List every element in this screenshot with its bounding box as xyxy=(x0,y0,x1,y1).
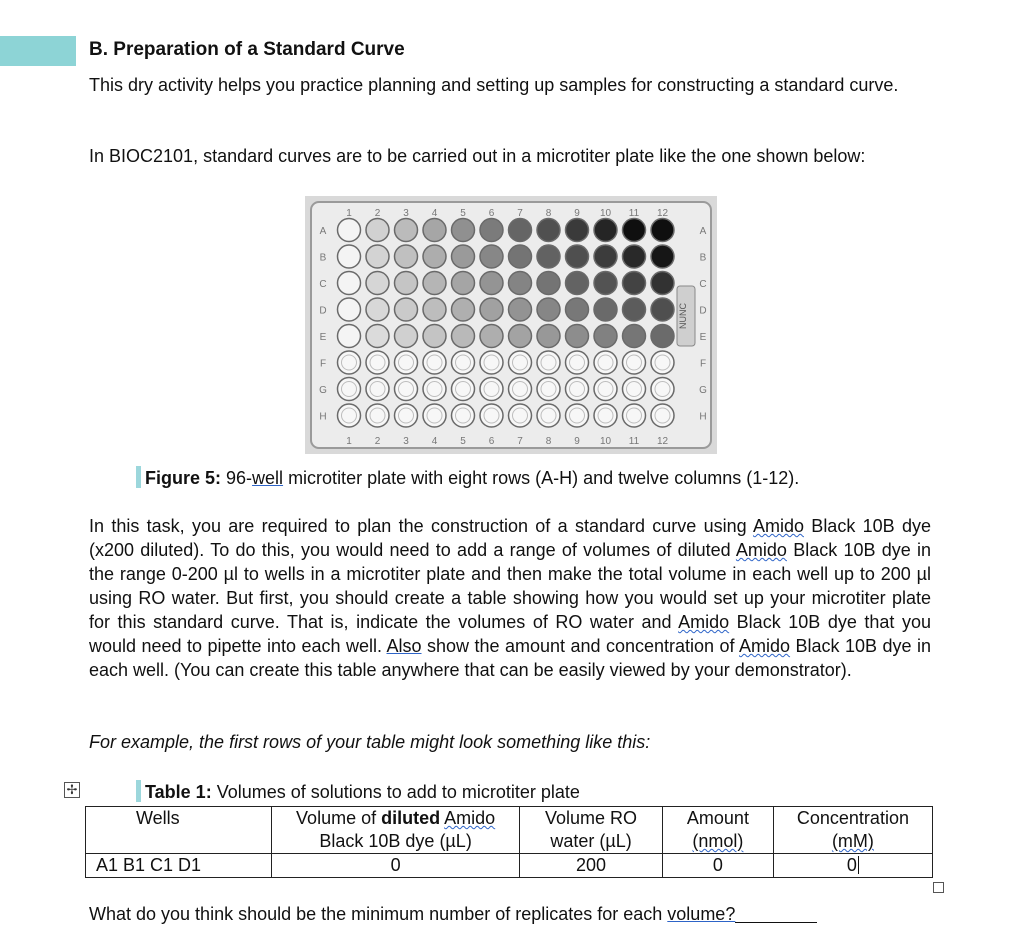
plate-well xyxy=(594,245,617,268)
task-text-4: Black 10B dye that you would need to pipette into each well. xyxy=(89,612,931,656)
column-label-top: 8 xyxy=(545,208,552,219)
plate-well xyxy=(623,272,646,295)
column-label-bottom: 12 xyxy=(656,436,669,447)
plate-well xyxy=(537,245,560,268)
plate-well xyxy=(623,325,646,348)
figure-caption-post: microtiter plate with eight rows (A-H) and twelve columns (1-12). xyxy=(283,468,800,488)
table-resize-handle[interactable] xyxy=(933,882,944,893)
row-label-left: E xyxy=(319,332,327,343)
figure-caption-well: well xyxy=(252,468,284,488)
column-label-bottom: 11 xyxy=(628,436,640,447)
plate-well xyxy=(509,404,532,427)
column-label-top: 12 xyxy=(656,208,669,219)
row-label-right: A xyxy=(699,226,707,237)
header-amount-2: (nmol) xyxy=(692,831,744,851)
column-label-bottom: 8 xyxy=(545,436,552,447)
table-caption xyxy=(136,780,580,803)
plate-well xyxy=(366,404,389,427)
column-label-top: 4 xyxy=(431,208,438,219)
plate-well xyxy=(338,272,361,295)
plate-well xyxy=(509,378,532,401)
column-label-top: 6 xyxy=(488,208,495,219)
plate-well xyxy=(509,325,532,348)
row-label-left: F xyxy=(319,358,327,370)
task-text-1: In this task, you are required to plan the construction of a standard curve using xyxy=(89,516,753,536)
plate-well xyxy=(566,245,589,268)
plate-well xyxy=(423,325,446,348)
plate-well xyxy=(566,272,589,295)
plate-well xyxy=(452,245,475,268)
plate-side-label: NUNC xyxy=(678,303,688,329)
plate-well xyxy=(651,298,674,321)
plate-well xyxy=(651,219,674,242)
plate-well xyxy=(566,404,589,427)
replicates-question xyxy=(89,904,817,925)
plate-well xyxy=(366,219,389,242)
plate-well xyxy=(594,378,617,401)
column-label-top: 2 xyxy=(374,208,381,219)
plate-well xyxy=(423,272,446,295)
plate-well xyxy=(423,245,446,268)
cell-dye-volume[interactable]: 0 xyxy=(272,854,520,878)
column-label-bottom: 10 xyxy=(599,436,612,447)
plate-well xyxy=(395,219,418,242)
plate-well xyxy=(395,378,418,401)
row-label-left: A xyxy=(319,226,327,237)
plate-well xyxy=(594,351,617,374)
column-label-top: 3 xyxy=(403,208,409,219)
plate-well xyxy=(366,351,389,374)
cell-amount[interactable]: 0 xyxy=(663,854,774,878)
plate-well xyxy=(395,351,418,374)
cell-concentration-value: 0 xyxy=(846,855,857,875)
plate-well xyxy=(594,404,617,427)
volumes-table-container xyxy=(85,806,933,876)
plate-well xyxy=(623,298,646,321)
section-accent-bar xyxy=(0,36,76,66)
column-label-top: 11 xyxy=(628,208,640,219)
plate-well xyxy=(537,351,560,374)
plate-well xyxy=(423,219,446,242)
plate-well xyxy=(594,272,617,295)
plate-well xyxy=(338,245,361,268)
header-conc-2: (mM) xyxy=(831,831,874,851)
row-label-right: D xyxy=(699,305,707,317)
row-label-left: C xyxy=(319,279,327,290)
header-wells[interactable] xyxy=(86,807,272,854)
row-label-right: G xyxy=(699,385,707,396)
plate-well xyxy=(651,378,674,401)
plate-well xyxy=(509,219,532,242)
plate-well xyxy=(480,404,503,427)
header-ro-volume[interactable] xyxy=(520,807,663,854)
plate-well xyxy=(452,378,475,401)
header-dye-rest: Black 10B dye (µL) xyxy=(319,831,472,851)
plate-well xyxy=(338,219,361,242)
column-label-top: 5 xyxy=(460,208,466,219)
table-caption-text: Volumes of solutions to add to microtiter plate xyxy=(211,782,580,802)
plate-well xyxy=(537,325,560,348)
question-pre: What do you think should be the minimum number of replicates for each xyxy=(89,904,668,924)
plate-well xyxy=(509,298,532,321)
plate-well xyxy=(366,298,389,321)
plate-well xyxy=(480,378,503,401)
plate-well xyxy=(452,404,475,427)
plate-well xyxy=(509,272,532,295)
plate-well xyxy=(480,351,503,374)
header-dye-pre: Volume of xyxy=(296,808,382,828)
plate-well xyxy=(452,272,475,295)
column-label-bottom: 4 xyxy=(431,436,438,447)
plate-well xyxy=(594,298,617,321)
column-label-bottom: 9 xyxy=(574,436,580,447)
task-text-3: Black 10B dye in the range 0-200 µl to wells in a microtiter plate and then make the total volume in each well up to 200 µl using RO water. But first, you should create a table showing how you would set up your microtiter plate for this standard curve. That is, indicate the volumes of RO water and xyxy=(89,540,931,632)
plate-well xyxy=(566,219,589,242)
plate-well xyxy=(338,378,361,401)
plate-well xyxy=(480,325,503,348)
plate-well xyxy=(423,378,446,401)
cell-concentration[interactable] xyxy=(773,854,932,878)
section-title: B. Preparation of a Standard Curve xyxy=(89,39,405,60)
plate-well xyxy=(480,272,503,295)
plate-well xyxy=(452,219,475,242)
volumes-table xyxy=(85,806,933,878)
plate-well xyxy=(480,245,503,268)
cell-wells[interactable]: A1 B1 C1 D1 xyxy=(86,854,272,878)
plate-well xyxy=(395,245,418,268)
task-also: Also xyxy=(386,636,422,656)
table-caption-label: Table 1: xyxy=(145,782,212,802)
plate-well xyxy=(566,378,589,401)
plate-well xyxy=(623,245,646,268)
plate-well xyxy=(509,351,532,374)
task-amido-1: Amido xyxy=(752,516,804,536)
header-amount[interactable] xyxy=(663,807,774,854)
plate-well xyxy=(537,298,560,321)
microtiter-plate-figure xyxy=(305,196,717,454)
plate-well xyxy=(623,219,646,242)
plate-intro-paragraph: In BIOC2101, standard curves are to be carried out in a microtiter plate like the one shown below: xyxy=(89,146,866,166)
plate-well xyxy=(623,378,646,401)
row-label-left: B xyxy=(319,252,327,264)
column-label-top: 1 xyxy=(346,208,352,219)
plate-well xyxy=(480,219,503,242)
plate-well xyxy=(395,325,418,348)
header-dye-bold: diluted xyxy=(381,808,441,828)
row-label-right: H xyxy=(699,411,707,423)
figure-caption xyxy=(136,466,799,489)
table-move-handle-icon[interactable]: ✢ xyxy=(64,782,80,798)
column-label-bottom: 1 xyxy=(346,436,352,447)
plate-well xyxy=(423,351,446,374)
task-amido-2: Amido xyxy=(735,540,787,560)
column-label-top: 10 xyxy=(599,208,612,219)
column-label-top: 9 xyxy=(574,208,580,219)
column-label-top: 7 xyxy=(517,208,523,219)
row-label-left: G xyxy=(319,385,327,396)
row-label-right: E xyxy=(699,332,707,343)
plate-well xyxy=(452,351,475,374)
plate-well xyxy=(594,219,617,242)
plate-well xyxy=(366,325,389,348)
plate-well xyxy=(623,351,646,374)
header-concentration[interactable] xyxy=(773,807,932,854)
column-label-bottom: 2 xyxy=(374,436,381,447)
plate-well xyxy=(338,325,361,348)
table-row xyxy=(86,854,933,878)
plate-well xyxy=(623,404,646,427)
table-header-row xyxy=(86,807,933,854)
plate-well xyxy=(423,404,446,427)
intro-paragraph: This dry activity helps you practice planning and setting up samples for constructing a standard curve. xyxy=(89,75,899,95)
plate-well xyxy=(366,272,389,295)
plate-well xyxy=(338,404,361,427)
plate-well xyxy=(537,272,560,295)
column-label-bottom: 6 xyxy=(488,436,495,447)
task-amido-3: Amido xyxy=(678,612,730,632)
table-caption-marker xyxy=(136,780,141,802)
task-text-2: Black 10B dye (x200 diluted). To do this, you would need to add a range of volumes of diluted xyxy=(89,516,931,560)
example-text: For example, the first rows of your table might look something like this: xyxy=(89,732,651,752)
plate-well xyxy=(651,245,674,268)
header-ro-2: water (µL) xyxy=(550,831,632,851)
header-wells-text: Wells xyxy=(136,808,180,828)
question-word: volume? xyxy=(667,904,736,924)
column-label-bottom: 7 xyxy=(517,436,523,447)
plate-well xyxy=(423,298,446,321)
plate-well xyxy=(452,325,475,348)
plate-well xyxy=(395,272,418,295)
plate-well xyxy=(651,404,674,427)
column-label-bottom: 3 xyxy=(403,436,409,447)
header-ro-1: Volume RO xyxy=(545,808,638,828)
caption-marker xyxy=(136,466,141,488)
header-dye-volume[interactable] xyxy=(272,807,520,854)
plate-well xyxy=(594,325,617,348)
plate-well xyxy=(537,404,560,427)
task-text-5: show the amount and concentration of xyxy=(421,636,740,656)
plate-well xyxy=(566,351,589,374)
plate-well xyxy=(651,351,674,374)
plate-well xyxy=(480,298,503,321)
plate-well xyxy=(651,325,674,348)
figure-caption-label: Figure 5: xyxy=(145,468,222,488)
task-text-6: Black 10B dye in each well. (You can create this table anywhere that can be easily viewed by your demonstrator). xyxy=(89,636,931,680)
header-dye-amido: Amido xyxy=(444,808,496,828)
column-label-bottom: 5 xyxy=(460,436,466,447)
plate-well xyxy=(366,245,389,268)
plate-well xyxy=(537,219,560,242)
plate-well xyxy=(651,272,674,295)
header-amount-1: Amount xyxy=(686,808,749,828)
task-paragraph xyxy=(89,514,931,682)
header-conc-1: Concentration xyxy=(796,808,909,828)
plate-well xyxy=(566,325,589,348)
row-label-left: H xyxy=(319,411,327,423)
microtiter-plate-image xyxy=(305,196,717,454)
plate-well xyxy=(452,298,475,321)
cell-ro-volume[interactable]: 200 xyxy=(520,854,663,878)
row-label-left: D xyxy=(319,305,327,317)
row-label-right: B xyxy=(699,252,707,264)
plate-well xyxy=(338,298,361,321)
plate-well xyxy=(366,378,389,401)
row-label-right: C xyxy=(699,279,707,290)
plate-well xyxy=(338,351,361,374)
plate-well xyxy=(537,378,560,401)
row-label-right: F xyxy=(699,358,707,370)
plate-well xyxy=(566,298,589,321)
plate-well xyxy=(395,298,418,321)
figure-caption-pre: 96- xyxy=(221,468,253,488)
plate-well xyxy=(395,404,418,427)
plate-well xyxy=(509,245,532,268)
task-amido-4: Amido xyxy=(739,636,791,656)
answer-blank[interactable] xyxy=(735,922,817,923)
text-cursor xyxy=(858,856,859,874)
